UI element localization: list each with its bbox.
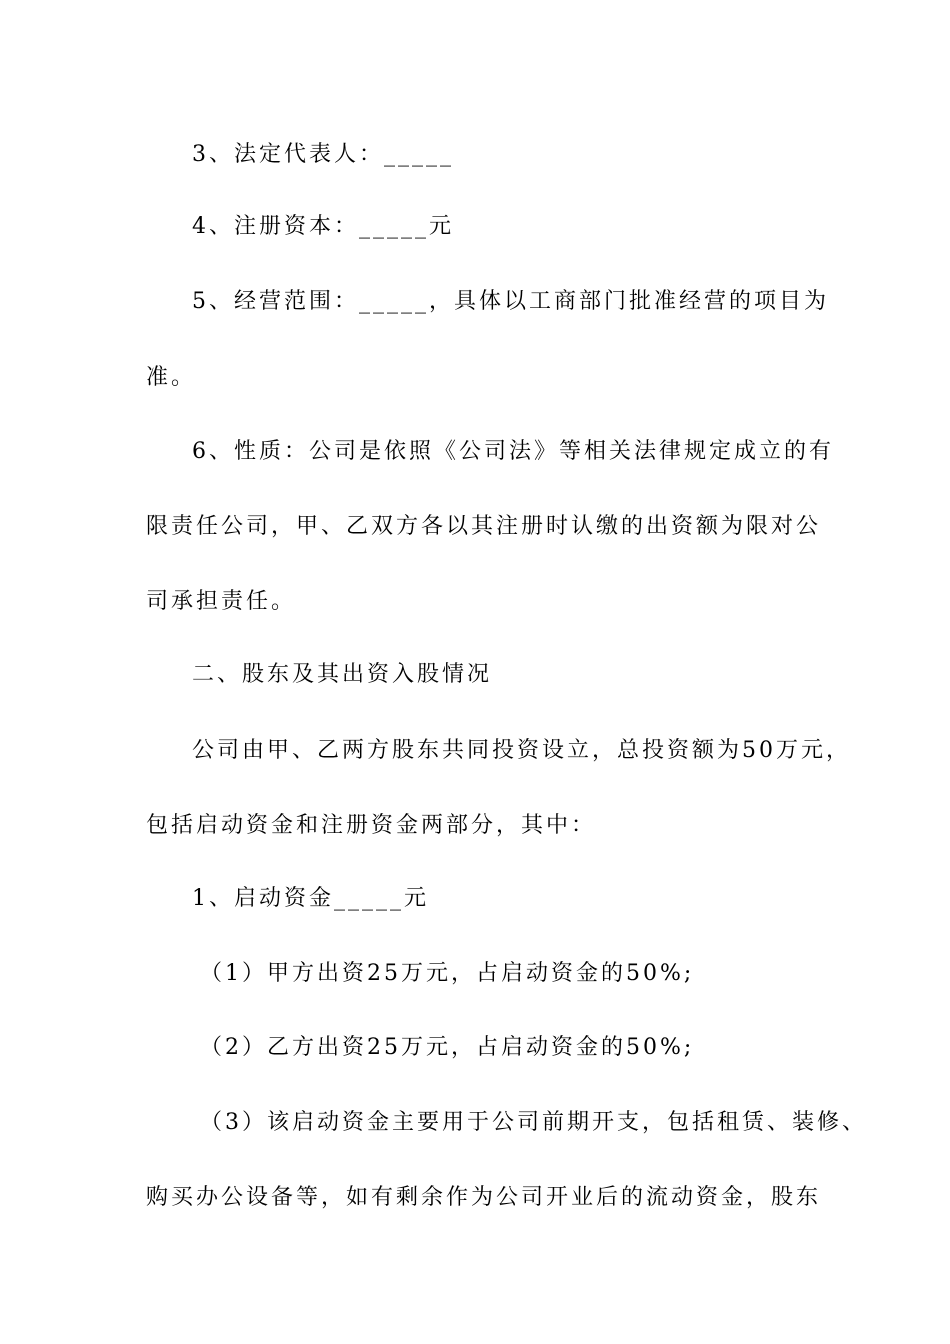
- list-item-usage-cont: 购买办公设备等，如有剩余作为公司开业后的流动资金，股东: [146, 1185, 822, 1210]
- paragraph-legal-representative: 3、法定代表人：_____: [192, 142, 454, 167]
- paragraph-business-scope: 5、经营范围：_____，具体以工商部门批准经营的项目为: [192, 289, 829, 314]
- paragraph-investment: 公司由甲、乙两方股东共同投资设立，总投资额为50万元，: [192, 738, 851, 763]
- paragraph-nature-cont-1: 限责任公司，甲、乙双方各以其注册时认缴的出资额为限对公: [146, 514, 822, 539]
- paragraph-nature: 6、性质：公司是依照《公司法》等相关法律规定成立的有: [192, 439, 834, 464]
- list-item-party-b: （2）乙方出资25万元，占启动资金的50%;: [200, 1035, 695, 1060]
- paragraph-nature-cont-2: 司承担责任。: [146, 589, 297, 614]
- section-heading-shareholders: 二、股东及其出资入股情况: [192, 662, 493, 687]
- list-item-party-a: （1）甲方出资25万元，占启动资金的50%;: [200, 961, 695, 986]
- paragraph-startup-capital: 1、启动资金_____元: [192, 886, 429, 911]
- paragraph-registered-capital: 4、注册资本：_____元: [192, 214, 454, 239]
- list-item-usage: （3）该启动资金主要用于公司前期开支，包括租赁、装修、: [200, 1110, 867, 1135]
- paragraph-investment-cont: 包括启动资金和注册资金两部分，其中：: [146, 813, 597, 838]
- paragraph-business-scope-cont: 准。: [146, 365, 197, 390]
